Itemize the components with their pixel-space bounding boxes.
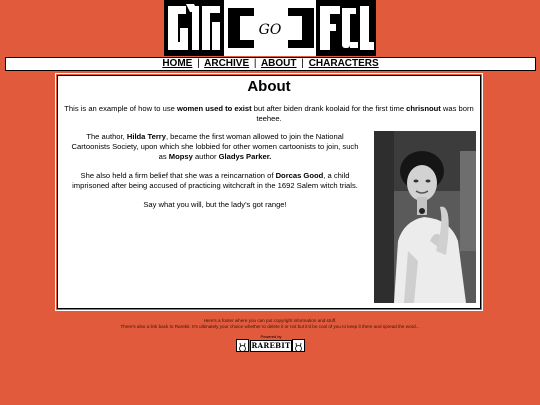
intro-text-1: This is an example of how to use <box>64 104 177 113</box>
rabbit-icon-right <box>292 339 305 352</box>
p1-text-2: , became the first woman allowed to join the National Cartoonists Society, upon which she lobbied for other women cartoonists to join, such as <box>71 132 359 161</box>
p1-bold-1: Hilda Terry <box>126 132 166 141</box>
nav-characters-link[interactable]: CHARACTERS <box>308 58 379 69</box>
rarebit-badge[interactable] <box>236 334 304 352</box>
intro-bold-2: chrisnout <box>406 104 441 113</box>
rarebit-logo: RAREBIT <box>251 341 291 350</box>
footer <box>0 318 540 330</box>
site-logo[interactable] <box>164 0 376 56</box>
page-title: About <box>247 78 291 95</box>
nav-separator: | <box>197 58 200 69</box>
logo-go-text: GO <box>258 22 282 38</box>
main-nav <box>5 57 536 71</box>
nav-home-link[interactable]: HOME <box>162 58 193 69</box>
nav-separator: | <box>253 58 257 69</box>
nav-separator: | <box>301 58 304 69</box>
intro-text-2: but after biden drank koolaid for the first time <box>251 104 407 113</box>
p2-text-2: , a child imprisoned after being accused of practicing witchcraft in the 1692 Salem witch trials. <box>72 171 358 190</box>
p1-text-1: The author, <box>86 132 127 141</box>
bio-paragraph-belief <box>70 171 360 191</box>
rabbit-icon-left <box>236 339 249 352</box>
bio-paragraph-author <box>70 132 360 162</box>
bio-column <box>70 132 360 219</box>
nav-about-link[interactable]: ABOUT <box>260 58 297 69</box>
footer-line-2: There's also a link back to Rarebit. It's ultimately your choice whether to delete it or not but it'd be cool of you to keep it there and spread the word... <box>120 324 420 329</box>
intro-text-3: was born teehee. <box>256 104 474 123</box>
intro-bold-1: women used to exist <box>176 104 252 113</box>
powered-by-label: Powered by <box>260 334 282 339</box>
p2-text-1: She also held a firm belief that she was a reincarnation of <box>80 171 276 180</box>
about-content-panel <box>57 75 481 309</box>
p1-bold-3: Gladys Parker. <box>218 152 272 161</box>
p1-bold-2: Mopsy <box>168 152 193 161</box>
p1-text-3: author <box>192 152 219 161</box>
bio-paragraph-range: Say what you will, but the lady's got range! <box>143 200 287 209</box>
author-photo <box>374 131 476 303</box>
footer-line-1: Here's a footer where you can put copyright information and stuff. <box>203 318 337 323</box>
nav-archive-link[interactable]: ARCHIVE <box>204 58 250 69</box>
p2-bold-1: Dorcas Good <box>275 171 324 180</box>
intro-paragraph <box>64 104 474 124</box>
